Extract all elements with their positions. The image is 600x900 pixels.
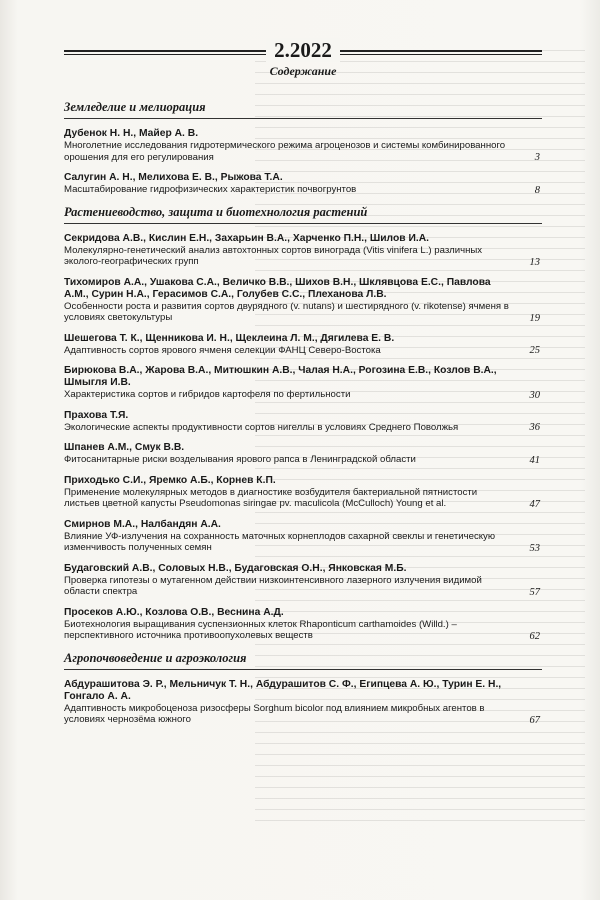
entry-page-number: 41: [529, 454, 540, 466]
entry-page-number: 67: [529, 714, 540, 726]
entry-page-number: 13: [529, 256, 540, 268]
section-title: Растениеводство, защита и биотехнология растений: [64, 205, 542, 224]
toc-entry[interactable]: [64, 233, 542, 268]
entry-authors: Приходько С.И., Яремко А.Б., Корнев К.П.: [64, 474, 276, 486]
entry-authors: Салугин А. Н., Мелихова Е. В., Рыжова Т.А.: [64, 172, 283, 183]
entry-title: Масштабирование гидрофизических характеристик почвогрунтов: [64, 184, 357, 195]
contents-heading: Содержание: [269, 64, 337, 78]
entry-authors: Шпанев А.М., Смук В.В.: [64, 442, 185, 453]
entry-title: Адаптивность микробоценоза ризосферы Sorghum bicolor под влиянием микробных агентов в условиях чернозёма южного: [64, 702, 485, 725]
entry-authors: Просеков А.Ю., Козлова О.В., Веснина А.Д.: [64, 606, 284, 618]
entry-title: Характеристика сортов и гибридов картофеля по фертильности: [64, 389, 351, 400]
entry-authors: Шешегова Т. К., Щенникова И. Н., Щеклеина Л. М., Дягилева Е. В.: [64, 332, 395, 344]
entry-page-number: 57: [529, 586, 540, 598]
entry-page-number: 53: [529, 542, 540, 554]
toc-entry[interactable]: [64, 333, 542, 357]
entry-page-number: 8: [534, 184, 540, 196]
entry-page-number: 47: [529, 498, 540, 510]
toc-entry[interactable]: [64, 277, 542, 324]
entry-page-number: 25: [529, 345, 540, 356]
toc-entry[interactable]: [64, 519, 542, 554]
toc-section: [64, 100, 542, 196]
toc-entry[interactable]: [64, 410, 542, 434]
toc-entry[interactable]: [64, 442, 542, 466]
entry-page-number: 3: [534, 152, 540, 163]
entry-title: Адаптивность сортов ярового ячменя селекции ФАНЦ Северо-Востока: [64, 344, 381, 356]
entry-page-number: 36: [529, 422, 540, 433]
toc-entry[interactable]: [64, 475, 542, 510]
toc-section: [64, 651, 542, 726]
entry-page-number: 62: [529, 630, 540, 642]
entry-title: Молекулярно-генетический анализ автохтонных сортов винограда (Vitis vinifera L.) различных эколого-географических групп: [64, 244, 483, 267]
toc-entry[interactable]: [64, 172, 542, 196]
entry-authors: Прахова Т.Я.: [64, 409, 129, 421]
entry-title: Особенности роста и развития сортов двурядного (v. nutans) и шестирядного (v. rikotense) ячменя в условиях светокультуры: [64, 300, 509, 323]
entry-authors: Секридова А.В., Кислин Е.Н., Захарьин В.А., Харченко П.Н., Шилов И.А.: [64, 232, 429, 244]
section-title: Агропочвоведение и агроэкология: [64, 651, 542, 670]
toc-section: [64, 205, 542, 642]
entry-title: Проверка гипотезы о мутагенном действии низкоинтенсивного лазерного излучения видимой области спектра: [64, 574, 482, 597]
toc-entry[interactable]: [64, 607, 542, 642]
entry-page-number: 30: [529, 389, 540, 401]
section-title: Земледелие и мелиорация: [64, 100, 542, 119]
entry-authors: Смирнов М.А., Налбандян А.А.: [64, 518, 221, 530]
entry-authors: Дубенок Н. Н., Майер А. В.: [64, 128, 199, 139]
table-of-contents: [64, 92, 542, 735]
entry-authors: Будаговский А.В., Соловых Н.В., Будаговская О.Н., Янковская М.Б.: [64, 562, 407, 574]
entry-authors: Бирюкова В.А., Жарова В.А., Митюшкин А.В., Чалая Н.А., Рогозина Е.В., Козлов В.А., Шмыгля И.В.: [64, 365, 497, 388]
entry-title: Фитосанитарные риски возделывания ярового рапса в Ленинградской области: [64, 454, 416, 465]
entry-title: Биотехнология выращивания суспензионных клеток Rhaponticum carthamoides (Willd.) – перспективного источника противоопухолевых веществ: [64, 618, 457, 641]
toc-entry[interactable]: [64, 365, 542, 401]
issue-number: 2.2022: [64, 38, 542, 63]
entry-authors: Абдурашитова Э. Р., Мельничук Т. Н., Абдурашитов С. Ф., Египцева А. Ю., Турин Е. Н., Гонгало А. А.: [64, 678, 502, 702]
entry-title: Экологические аспекты продуктивности сортов нигеллы в условиях Среднего Поволжья: [64, 421, 459, 433]
entry-title: Влияние УФ-излучения на сохранность маточных корнеплодов сахарной свеклы и генетическую изменчивость полученных семян: [64, 530, 496, 553]
entry-title: Применение молекулярных методов в диагностике возбудителя бактериальной пятнистости листьев цветной капусты Pseudomonas siringae pv. maculicola (McCulloch) Young et al.: [64, 486, 478, 509]
entry-page-number: 19: [529, 312, 540, 324]
page-header: [64, 30, 542, 82]
toc-entry[interactable]: [64, 563, 542, 598]
entry-authors: Тихомиров А.А., Ушакова С.А., Величко В.В., Шихов В.Н., Шклявцова Е.С., Павлова А.М., Сурин Н.А., Герасимов С.А., Голубев С.С., Плеханова Л.В.: [64, 276, 491, 300]
toc-entry[interactable]: [64, 128, 542, 163]
toc-entry[interactable]: [64, 679, 542, 726]
entry-title: Многолетние исследования гидротермического режима агроценозов и системы комбинированного орошения для его регулирования: [64, 140, 506, 163]
